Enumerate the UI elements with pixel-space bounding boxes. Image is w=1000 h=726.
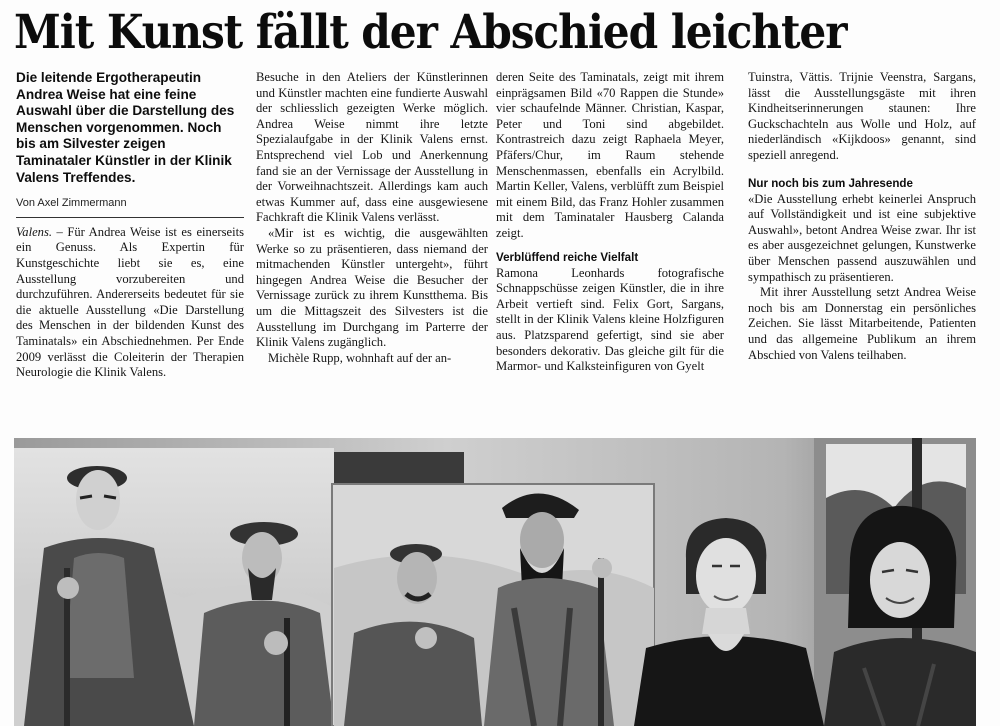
column-2-paragraph-2: «Mir ist es wichtig, die ausgewählten Werke so zu präsentieren, dass niemand der mitmachenden Künstler untergeht», führt hingegen Andrea Weise die Besucher der Vernissage zurück zu ihrem Kunstthema. Bis um die Mittagszeit des Silvesters ist die Ausstellung im Durchgang im Parterre der Klinik Valens zugänglich. <box>256 225 488 350</box>
column-2-paragraph-3: Michèle Rupp, wohnhaft auf der an- <box>268 350 452 365</box>
column-3 <box>496 70 724 375</box>
column-4-paragraph-1: Tuinstra, Vättis. Trijnie Veenstra, Sargans, lässt die Ausstellungsgäste mit ihren Kindheitserinnerungen staunen: Ihre Guckschachteln aus Wolle und Holz, auf niederländisch «Kijkdoos» genannt, sind speziell anregend. <box>748 70 976 162</box>
exhibition-photo-drawing <box>14 438 976 726</box>
column-1-body <box>16 225 244 381</box>
column-2-paragraph-1: Besuche in den Ateliers der Künstlerinnen und Künstler machten eine fundierte Auswahl der schliesslich gezeigten Werke möglich. Andrea Weise nimmt ihre letzte Spezialaufgabe in der Klinik Valens ernst. Entsprechend viel Lob und Anerkennung fand sie an der Vernissage der Ausstellung in der Vorweihnachtszeit. Allerdings kam auch etwas Kummer auf, dass eine ausgewiesene Fachkraft die Klinik Valens verlässt. <box>256 70 488 225</box>
column-4-paragraph-2: «Die Ausstellung erhebt keinerlei Anspruch auf Vollständigkeit und ist eine subjektive Auswahl», betont Andrea Weise zwar. Ihr ist es aber ausgezeichnet gelungen, Kunstwerke über Menschen passend auszuwählen und sympathisch zu präsentieren. <box>748 191 976 284</box>
column-4-paragraph-3: Mit ihrer Ausstellung setzt Andrea Weise noch bis am Donnerstag ein persönliches Zeichen. Sie lässt Mitarbeitende, Patienten und das allgemeine Publikum an ihrem Abschied von Valens teilhaben. <box>748 285 976 362</box>
lead-paragraph: Die leitende Ergotherapeutin Andrea Weise hat eine feine Auswahl über die Darstellung des Menschen vorgenommen. Noch bis am Silvester zeigen Taminataler Künstler in der Klinik Valens Treffendes. <box>16 70 235 185</box>
column-1 <box>16 70 244 381</box>
column-3-paragraph-2: Ramona Leonhards fotografische Schnappschüsse zeigen Künstler, die in ihre Arbeit vertieft sind. Felix Gort, Sargans, stellt in der Klinik Valens kleine Holzfiguren aus. Platzsparend gefertigt, sind sie aber besonders dekorativ. Das gleiche gilt für die Marmor- und Kalksteinfiguren von Gyelt <box>496 265 724 374</box>
column-1-text: – Für Andrea Weise ist es einerseits ein Genuss. Als Expertin für Kunstgeschichte liebt sie es, eine Ausstellung vorzubereiten und durchzuführen. Andererseits bedeutet für sie die aktuelle Ausstellung «Die Darstellung des Menschen in der bildenden Kunst des Taminatals» ein Abschiednehmen. Per Ende 2009 verlässt die Coleiterin der Therapien Neurologie die Klinik Valens. <box>16 224 244 380</box>
subhead-vielfalt: Verblüffend reiche Vielfalt <box>496 250 639 264</box>
column-3-paragraph-1: deren Seite des Taminatals, zeigt mit ihrem einprägsamen Bild «70 Rappen die Stunde» vier schaufelnde Männer. Christian, Kaspar, Peter und Toni sind abgebildet. Kontrastreich dazu zeigt Raphaela Meyer, Pfäfers/Chur, im Raum stehende Menschenmassen, ebenfalls ein Acrylbild. Martin Keller, Valens, verblüfft zum Beispiel mit einem Bild, das Franz Hohler zusammen mit dem Taminataler Hausberg Calanda zeigt. <box>496 70 724 240</box>
dateline: Valens. <box>16 224 53 239</box>
headline: Mit Kunst fällt der Abschied leichter <box>14 5 847 60</box>
column-2 <box>256 70 488 366</box>
subhead-jahresende: Nur noch bis zum Jahresende <box>748 176 913 190</box>
exhibition-photo <box>14 438 976 726</box>
byline: Von Axel Zimmermann <box>16 196 244 218</box>
painting-left <box>14 448 334 726</box>
painting-center <box>332 484 654 726</box>
column-4 <box>748 70 976 363</box>
